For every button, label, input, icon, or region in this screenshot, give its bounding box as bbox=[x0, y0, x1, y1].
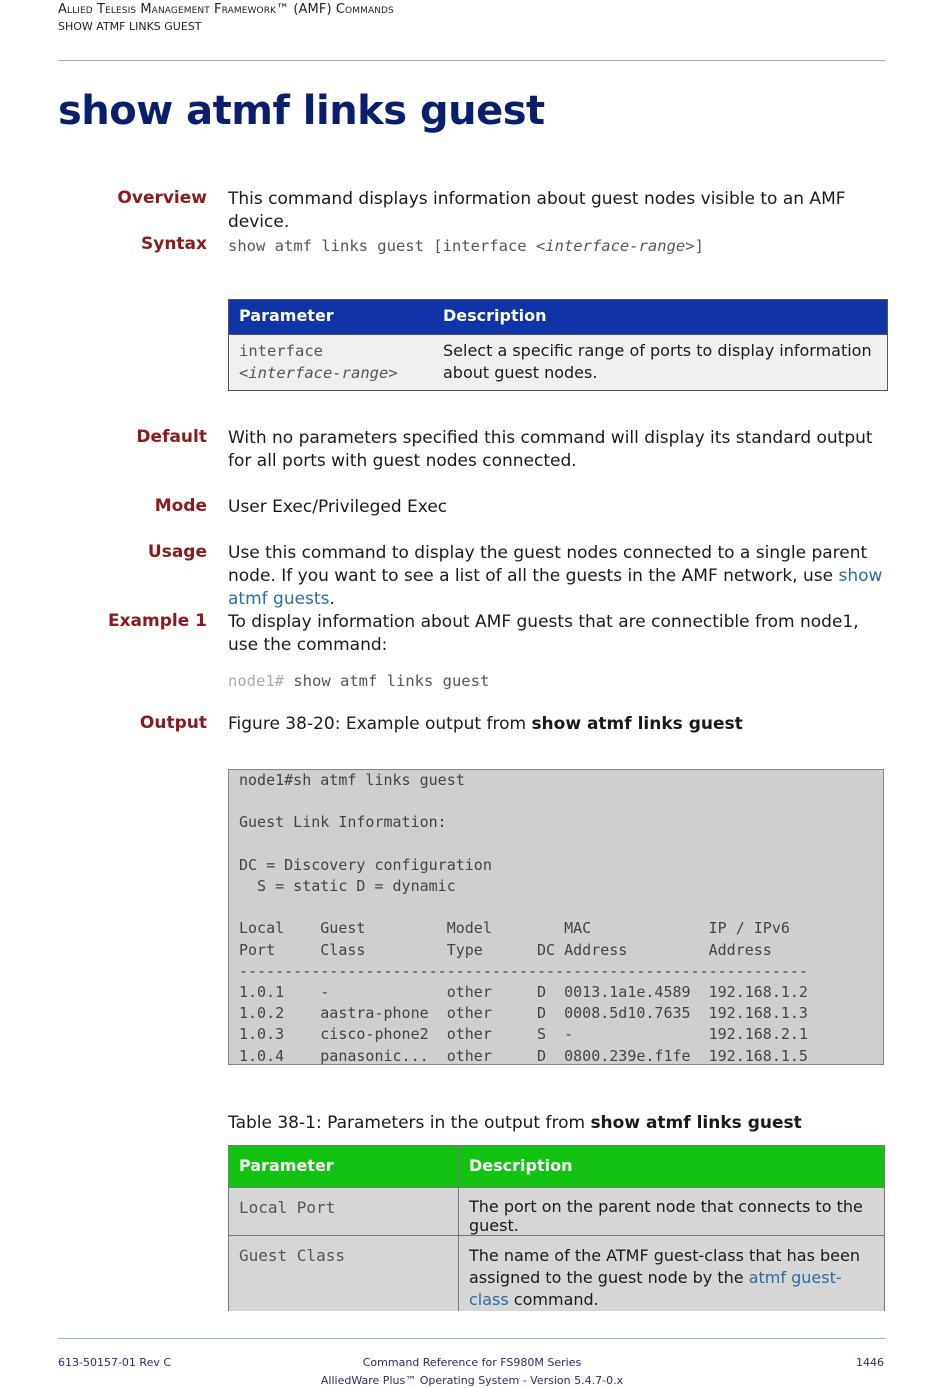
param-local-port-description: The port on the parent node that connects to the guest. bbox=[459, 1188, 885, 1236]
overview-text: This command displays information about guest nodes visible to an AMF device. bbox=[228, 189, 846, 232]
console-line bbox=[239, 834, 883, 855]
table-header bbox=[229, 1146, 885, 1188]
figure-caption: Figure 38-20: Example output from show atmf links guest bbox=[228, 714, 743, 734]
atmf-guest-class-link[interactable]: atmf guest-class bbox=[469, 1268, 842, 1309]
example-label: Example 1 bbox=[107, 611, 207, 631]
output-parameter-table bbox=[228, 1145, 885, 1311]
footer-subtitle: AlliedWare Plus™ Operating System - Version 5.4.7-0.x bbox=[320, 1374, 624, 1387]
output-label: Output bbox=[139, 713, 207, 733]
header-description: Description bbox=[443, 306, 547, 325]
table-caption: Table 38-1: Parameters in the output from show atmf links guest bbox=[228, 1113, 802, 1133]
page-number: 1446 bbox=[856, 1356, 884, 1369]
console-line bbox=[239, 897, 883, 918]
console-line: 1.0.1 - other D 0013.1a1e.4589 192.168.1.2 bbox=[239, 983, 808, 1002]
show-atmf-guests-link[interactable]: show atmf guests bbox=[228, 566, 883, 609]
example-text: To display information about AMF guests that are connectible from node1, use the command: bbox=[228, 612, 859, 655]
mode-label: Mode bbox=[154, 496, 207, 516]
running-header-command: SHOW ATMF LINKS GUEST bbox=[58, 20, 202, 33]
table-header bbox=[229, 300, 887, 334]
example-command: node1# show atmf links guest bbox=[228, 672, 490, 690]
table-row bbox=[229, 1188, 885, 1236]
param-interface: interface <interface-range> bbox=[239, 342, 398, 382]
syntax-command: show atmf links guest [interface <interface-range>] bbox=[228, 237, 704, 255]
table-row bbox=[229, 1236, 885, 1312]
param-local-port: Local Port bbox=[229, 1188, 459, 1236]
footer-rule bbox=[58, 1338, 885, 1339]
console-line: Local Guest Model MAC IP / IPv6 bbox=[239, 919, 790, 938]
running-header-chapter: Allied Telesis Management Framework™ (AMF) Commands bbox=[58, 2, 394, 17]
page-title: show atmf links guest bbox=[58, 88, 545, 134]
console-line: DC = Discovery configuration bbox=[239, 855, 492, 874]
header-description: Description bbox=[459, 1146, 885, 1188]
table-row bbox=[229, 334, 887, 390]
param-guest-class-description: The name of the ATMF guest-class that has been assigned to the guest node by the atmf guest-class command. bbox=[459, 1236, 885, 1312]
console-line: node1#sh atmf links guest bbox=[239, 771, 465, 789]
footer-doc-number: 613-50157-01 Rev C bbox=[58, 1356, 172, 1369]
param-guest-class: Guest Class bbox=[229, 1236, 459, 1312]
console-line: 1.0.4 panasonic... other D 0800.239e.f1fe 192.168.1.5 bbox=[239, 1046, 808, 1065]
console-line: S = static D = dynamic bbox=[239, 877, 456, 896]
console-line: Port Class Type DC Address Address bbox=[239, 940, 772, 959]
syntax-label: Syntax bbox=[141, 234, 207, 254]
console-line: --------------------------------------------------------------- bbox=[239, 961, 808, 980]
console-output bbox=[228, 769, 884, 1065]
header-parameter: Parameter bbox=[239, 306, 334, 325]
console-line: 1.0.2 aastra-phone other D 0008.5d10.7635 192.168.1.3 bbox=[239, 1004, 808, 1023]
usage-label: Usage bbox=[147, 542, 207, 562]
console-line bbox=[239, 791, 883, 812]
header-parameter: Parameter bbox=[229, 1146, 459, 1188]
console-line: 1.0.3 cisco-phone2 other S - 192.168.2.1 bbox=[239, 1025, 808, 1044]
mode-text: User Exec/Privileged Exec bbox=[228, 497, 448, 517]
usage-text: Use this command to display the guest nodes connected to a single parent node. If you want to see a list of all the guests in the AMF network, use show atmf guests. bbox=[228, 543, 883, 609]
footer-title: Command Reference for FS980M Series bbox=[362, 1356, 582, 1369]
default-label: Default bbox=[136, 427, 207, 447]
syntax-parameter-table bbox=[228, 299, 888, 391]
console-line: Guest Link Information: bbox=[239, 813, 447, 832]
header-rule bbox=[58, 60, 885, 61]
overview-label: Overview bbox=[117, 188, 207, 208]
param-interface-description: Select a specific range of ports to display information about guest nodes. bbox=[443, 341, 872, 382]
default-text: With no parameters specified this command will display its standard output for all ports with guest nodes connected. bbox=[228, 428, 873, 471]
